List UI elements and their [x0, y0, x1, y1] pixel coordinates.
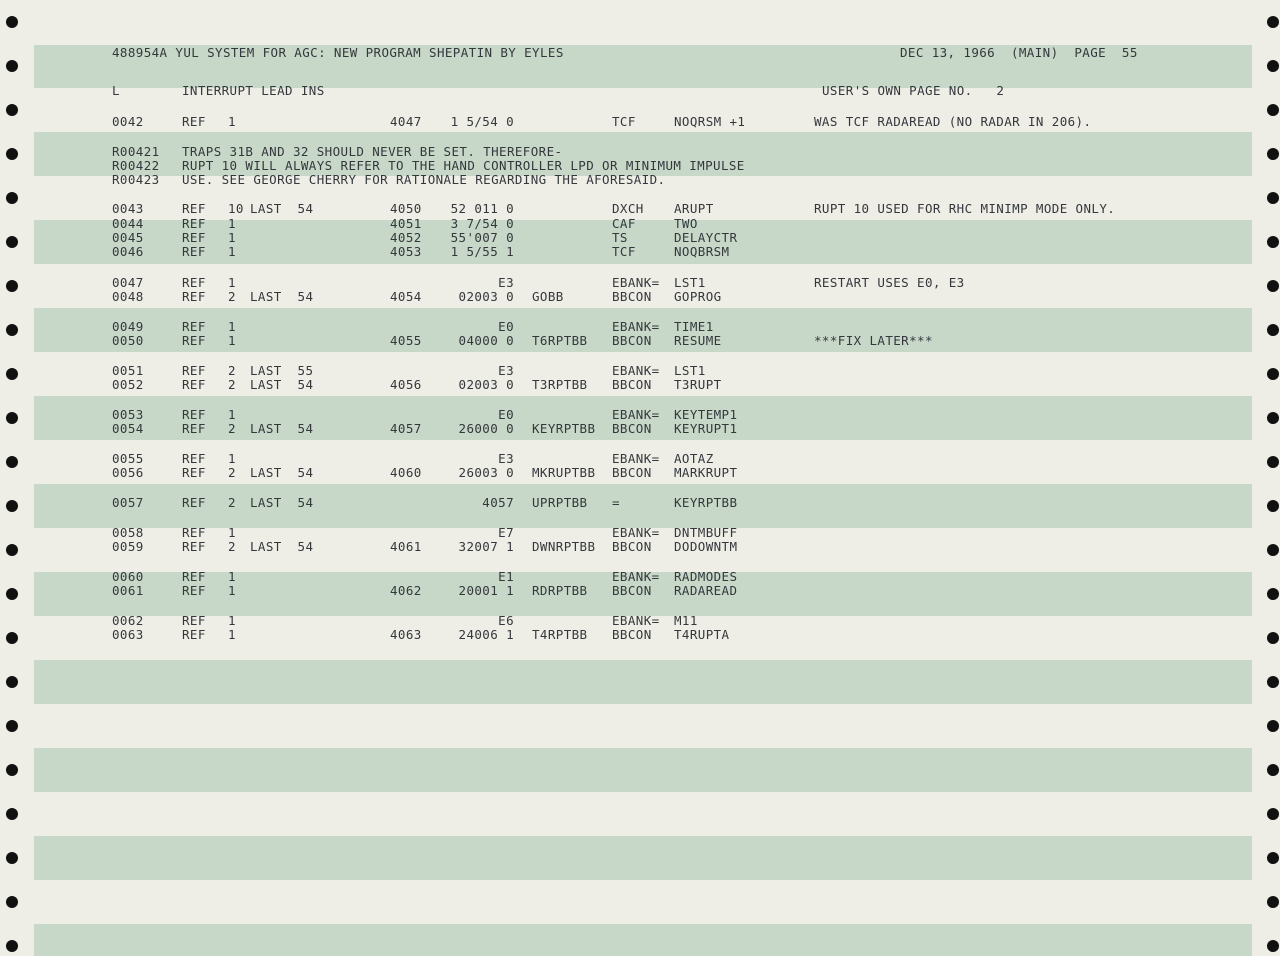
tractor-hole: [1267, 896, 1279, 908]
line-addr: 4063: [390, 627, 422, 642]
line-word: 24006 1: [458, 627, 514, 642]
tractor-hole: [6, 104, 18, 116]
tractor-hole: [6, 808, 18, 820]
code-line: [112, 364, 1212, 378]
line-addr: 4062: [390, 583, 422, 598]
line-addr: 4056: [390, 377, 422, 392]
tractor-hole: [1267, 412, 1279, 424]
line-operand: RADAREAD: [674, 583, 738, 598]
code-line: [112, 245, 1212, 259]
line-word: E3: [498, 275, 514, 290]
line-operand: TWO: [674, 216, 698, 231]
line-word: 1 5/55 1: [450, 244, 514, 259]
line-word: 02003 0: [458, 377, 514, 392]
line-seq: 0047: [112, 275, 144, 290]
line-word: E1: [498, 569, 514, 584]
line-word: E3: [498, 451, 514, 466]
line-refno: 2: [228, 289, 236, 304]
line-seq: 0056: [112, 465, 144, 480]
line-operand: LST1: [674, 363, 706, 378]
line-op: DXCH: [612, 201, 644, 216]
line-comment: WAS TCF RADAREAD (NO RADAR IN 206).: [814, 114, 1092, 129]
line-ref: REF: [182, 407, 206, 422]
line-refno: 1: [228, 525, 236, 540]
line-word: 32007 1: [458, 539, 514, 554]
code-line: [112, 290, 1212, 304]
line-operand: GOPROG: [674, 289, 722, 304]
line-op: BBCON: [612, 583, 652, 598]
line-seq: 0051: [112, 363, 144, 378]
code-line: [112, 320, 1212, 334]
line-ref: REF: [182, 583, 206, 598]
tractor-hole: [6, 588, 18, 600]
date-page: DEC 13, 1966 (MAIN) PAGE 55: [900, 45, 1138, 60]
tractor-hole: [6, 940, 18, 952]
line-op: EBANK=: [612, 525, 660, 540]
line-addr: 4050: [390, 201, 422, 216]
tractor-hole: [1267, 148, 1279, 160]
line-ref: REF: [182, 613, 206, 628]
line-seq: 0054: [112, 421, 144, 436]
line-operand: AOTAZ: [674, 451, 714, 466]
line-ref: REF: [182, 627, 206, 642]
tractor-hole: [1267, 324, 1279, 336]
line-operand: TIME1: [674, 319, 714, 334]
line-refno: 2: [228, 363, 236, 378]
tractor-hole: [1267, 368, 1279, 380]
section-heading: INTERRUPT LEAD INS: [182, 83, 325, 98]
line-word: 04000 0: [458, 333, 514, 348]
line-refno: 1: [228, 583, 236, 598]
line-op: CAF: [612, 216, 636, 231]
code-line: [112, 466, 1212, 480]
line-ref: REF: [182, 465, 206, 480]
code-line: [112, 276, 1212, 290]
line-label: KEYRPTBB: [532, 421, 596, 436]
code-line: [112, 217, 1212, 231]
line-operand: KEYRUPT1: [674, 421, 738, 436]
line-refno: 1: [228, 216, 236, 231]
tractor-hole: [6, 896, 18, 908]
line-refno: 1: [228, 319, 236, 334]
line-refno: 1: [228, 275, 236, 290]
line-ref: REF: [182, 275, 206, 290]
tractor-hole: [6, 368, 18, 380]
code-line: [112, 614, 1212, 628]
line-seq: 0059: [112, 539, 144, 554]
line-ref: REF: [182, 421, 206, 436]
line-comment: RESTART USES E0, E3: [814, 275, 965, 290]
line-op: EBANK=: [612, 613, 660, 628]
line-label: DWNRPTBB: [532, 539, 596, 554]
code-line: [112, 628, 1212, 642]
line-refno: 1: [228, 230, 236, 245]
line-refno: 1: [228, 333, 236, 348]
line-addr: 4052: [390, 230, 422, 245]
green-band: [34, 836, 1252, 880]
line-word: E0: [498, 319, 514, 334]
line-op: EBANK=: [612, 319, 660, 334]
line-seq: 0052: [112, 377, 144, 392]
code-line: [112, 231, 1212, 245]
line-label: GOBB: [532, 289, 564, 304]
line-label: T3RPTBB: [532, 377, 588, 392]
line-refno: 1: [228, 114, 236, 129]
listing-title: 488954A YUL SYSTEM FOR AGC: NEW PROGRAM SHEPATIN BY EYLES: [112, 45, 564, 60]
line-refno: 2: [228, 421, 236, 436]
code-line: [112, 526, 1212, 540]
line-op: =: [612, 495, 620, 510]
line-ref: REF: [182, 525, 206, 540]
line-operand: DELAYCTR: [674, 230, 738, 245]
users-page-number: USER'S OWN PAGE NO. 2: [822, 83, 1005, 98]
tractor-hole: [6, 676, 18, 688]
line-seq: 0050: [112, 333, 144, 348]
line-seq: 0055: [112, 451, 144, 466]
line-word: 26003 0: [458, 465, 514, 480]
tractor-hole: [1267, 940, 1279, 952]
tractor-hole: [1267, 60, 1279, 72]
code-line: [112, 422, 1212, 436]
line-ref: REF: [182, 333, 206, 348]
line-op: TCF: [612, 244, 636, 259]
line-op: EBANK=: [612, 451, 660, 466]
line-word: 3 7/54 0: [450, 216, 514, 231]
line-ref: REF: [182, 114, 206, 129]
line-seq: 0048: [112, 289, 144, 304]
line-operand: DNTMBUFF: [674, 525, 738, 540]
code-line: [112, 570, 1212, 584]
line-addr: 4061: [390, 539, 422, 554]
line-ref: REF: [182, 319, 206, 334]
line-operand: KEYTEMP1: [674, 407, 738, 422]
line-operand: MARKRUPT: [674, 465, 738, 480]
line-operand: DODOWNTM: [674, 539, 738, 554]
code-line: [112, 202, 1212, 216]
line-word: E3: [498, 363, 514, 378]
line-refno: 2: [228, 495, 236, 510]
line-refno: 1: [228, 627, 236, 642]
line-op: EBANK=: [612, 569, 660, 584]
line-word: 02003 0: [458, 289, 514, 304]
line-ref: REF: [182, 495, 206, 510]
line-seq: 0058: [112, 525, 144, 540]
tractor-hole: [1267, 808, 1279, 820]
line-last: LAST 54: [250, 495, 314, 510]
line-last: LAST 54: [250, 377, 314, 392]
line-ref: REF: [182, 539, 206, 554]
line-seq: 0057: [112, 495, 144, 510]
tractor-hole: [1267, 852, 1279, 864]
line-text: TRAPS 31B AND 32 SHOULD NEVER BE SET. THEREFORE-: [182, 144, 563, 159]
tractor-hole: [6, 500, 18, 512]
line-seq: R00423: [112, 172, 160, 187]
line-refno: 2: [228, 377, 236, 392]
comment-card-line: [112, 173, 1212, 187]
line-operand: T3RUPT: [674, 377, 722, 392]
line-operand: NOQRSM +1: [674, 114, 746, 129]
line-refno: 1: [228, 244, 236, 259]
line-word: 1 5/54 0: [450, 114, 514, 129]
line-ref: REF: [182, 230, 206, 245]
line-seq: 0063: [112, 627, 144, 642]
tractor-hole: [1267, 588, 1279, 600]
log-letter: L: [112, 83, 120, 98]
line-word: 26000 0: [458, 421, 514, 436]
line-addr: 4053: [390, 244, 422, 259]
line-ref: REF: [182, 569, 206, 584]
tractor-hole: [6, 632, 18, 644]
code-line: [112, 496, 1212, 510]
tractor-hole: [1267, 764, 1279, 776]
code-line: [112, 334, 1212, 348]
line-ref: REF: [182, 451, 206, 466]
tractor-hole: [1267, 720, 1279, 732]
code-line: [112, 115, 1212, 129]
line-op: EBANK=: [612, 275, 660, 290]
green-band: [34, 748, 1252, 792]
line-seq: 0049: [112, 319, 144, 334]
line-op: BBCON: [612, 539, 652, 554]
tractor-hole: [6, 192, 18, 204]
line-ref: REF: [182, 244, 206, 259]
line-addr: 4054: [390, 289, 422, 304]
code-line: [112, 584, 1212, 598]
code-line: [112, 408, 1212, 422]
line-ref: REF: [182, 216, 206, 231]
tractor-hole: [6, 60, 18, 72]
green-band: [34, 924, 1252, 956]
code-line: [112, 452, 1212, 466]
line-refno: 2: [228, 539, 236, 554]
line-text: RUPT 10 WILL ALWAYS REFER TO THE HAND CONTROLLER LPD OR MINIMUM IMPULSE: [182, 158, 745, 173]
tractor-hole: [6, 720, 18, 732]
line-label: RDRPTBB: [532, 583, 588, 598]
line-word: 20001 1: [458, 583, 514, 598]
line-word: 52 011 0: [450, 201, 514, 216]
line-refno: 1: [228, 569, 236, 584]
tractor-hole: [1267, 16, 1279, 28]
code-line: [112, 378, 1212, 392]
tractor-hole: [6, 852, 18, 864]
line-comment: ***FIX LATER***: [814, 333, 933, 348]
line-text: USE. SEE GEORGE CHERRY FOR RATIONALE REGARDING THE AFORESAID.: [182, 172, 666, 187]
line-word: 55'007 0: [450, 230, 514, 245]
tractor-hole: [6, 412, 18, 424]
line-op: BBCON: [612, 627, 652, 642]
line-word: E7: [498, 525, 514, 540]
line-ref: REF: [182, 289, 206, 304]
line-addr: 4051: [390, 216, 422, 231]
line-op: EBANK=: [612, 407, 660, 422]
line-comment: RUPT 10 USED FOR RHC MINIMP MODE ONLY.: [814, 201, 1116, 216]
tractor-hole: [1267, 192, 1279, 204]
line-last: LAST 55: [250, 363, 314, 378]
line-op: BBCON: [612, 289, 652, 304]
line-operand: ARUPT: [674, 201, 714, 216]
line-addr: 4055: [390, 333, 422, 348]
tractor-hole: [1267, 632, 1279, 644]
tractor-hole: [6, 16, 18, 28]
line-op: BBCON: [612, 465, 652, 480]
line-addr: 4057: [390, 421, 422, 436]
tractor-hole: [1267, 236, 1279, 248]
line-op: TCF: [612, 114, 636, 129]
tractor-hole: [6, 236, 18, 248]
line-op: BBCON: [612, 377, 652, 392]
line-label: MKRUPTBB: [532, 465, 596, 480]
code-line: [112, 540, 1212, 554]
line-addr: 4060: [390, 465, 422, 480]
line-seq: 0046: [112, 244, 144, 259]
line-label: T6RPTBB: [532, 333, 588, 348]
line-ref: REF: [182, 201, 206, 216]
tractor-hole: [6, 148, 18, 160]
line-seq: R00421: [112, 144, 160, 159]
tractor-hole: [1267, 544, 1279, 556]
line-operand: KEYRPTBB: [674, 495, 738, 510]
line-word: 4057: [482, 495, 514, 510]
line-refno: 2: [228, 465, 236, 480]
comment-card-line: [112, 145, 1212, 159]
line-ref: REF: [182, 363, 206, 378]
line-label: UPRPTBB: [532, 495, 588, 510]
line-seq: 0045: [112, 230, 144, 245]
line-refno: 10: [228, 201, 244, 216]
tractor-hole: [6, 280, 18, 292]
line-ref: REF: [182, 377, 206, 392]
line-seq: 0043: [112, 201, 144, 216]
line-operand: M11: [674, 613, 698, 628]
tractor-hole: [1267, 104, 1279, 116]
green-band: [34, 660, 1252, 704]
line-op: TS: [612, 230, 628, 245]
tractor-hole: [6, 456, 18, 468]
tractor-hole: [1267, 676, 1279, 688]
line-operand: LST1: [674, 275, 706, 290]
line-seq: 0062: [112, 613, 144, 628]
tractor-hole: [1267, 500, 1279, 512]
line-seq: 0053: [112, 407, 144, 422]
tractor-hole: [6, 544, 18, 556]
line-seq: 0042: [112, 114, 144, 129]
line-word: E0: [498, 407, 514, 422]
comment-card-line: [112, 159, 1212, 173]
line-op: BBCON: [612, 333, 652, 348]
line-last: LAST 54: [250, 465, 314, 480]
tractor-hole: [1267, 280, 1279, 292]
line-refno: 1: [228, 407, 236, 422]
line-last: LAST 54: [250, 539, 314, 554]
line-operand: RADMODES: [674, 569, 738, 584]
line-last: LAST 54: [250, 201, 314, 216]
tractor-hole: [6, 324, 18, 336]
tractor-hole: [6, 764, 18, 776]
line-operand: RESUME: [674, 333, 722, 348]
line-last: LAST 54: [250, 421, 314, 436]
line-seq: 0061: [112, 583, 144, 598]
line-seq: 0060: [112, 569, 144, 584]
line-seq: 0044: [112, 216, 144, 231]
line-operand: NOQBRSM: [674, 244, 730, 259]
line-last: LAST 54: [250, 289, 314, 304]
line-word: E6: [498, 613, 514, 628]
line-addr: 4047: [390, 114, 422, 129]
line-operand: T4RUPTA: [674, 627, 730, 642]
tractor-hole: [1267, 456, 1279, 468]
line-refno: 1: [228, 613, 236, 628]
line-refno: 1: [228, 451, 236, 466]
line-label: T4RPTBB: [532, 627, 588, 642]
line-op: EBANK=: [612, 363, 660, 378]
line-seq: R00422: [112, 158, 160, 173]
line-op: BBCON: [612, 421, 652, 436]
